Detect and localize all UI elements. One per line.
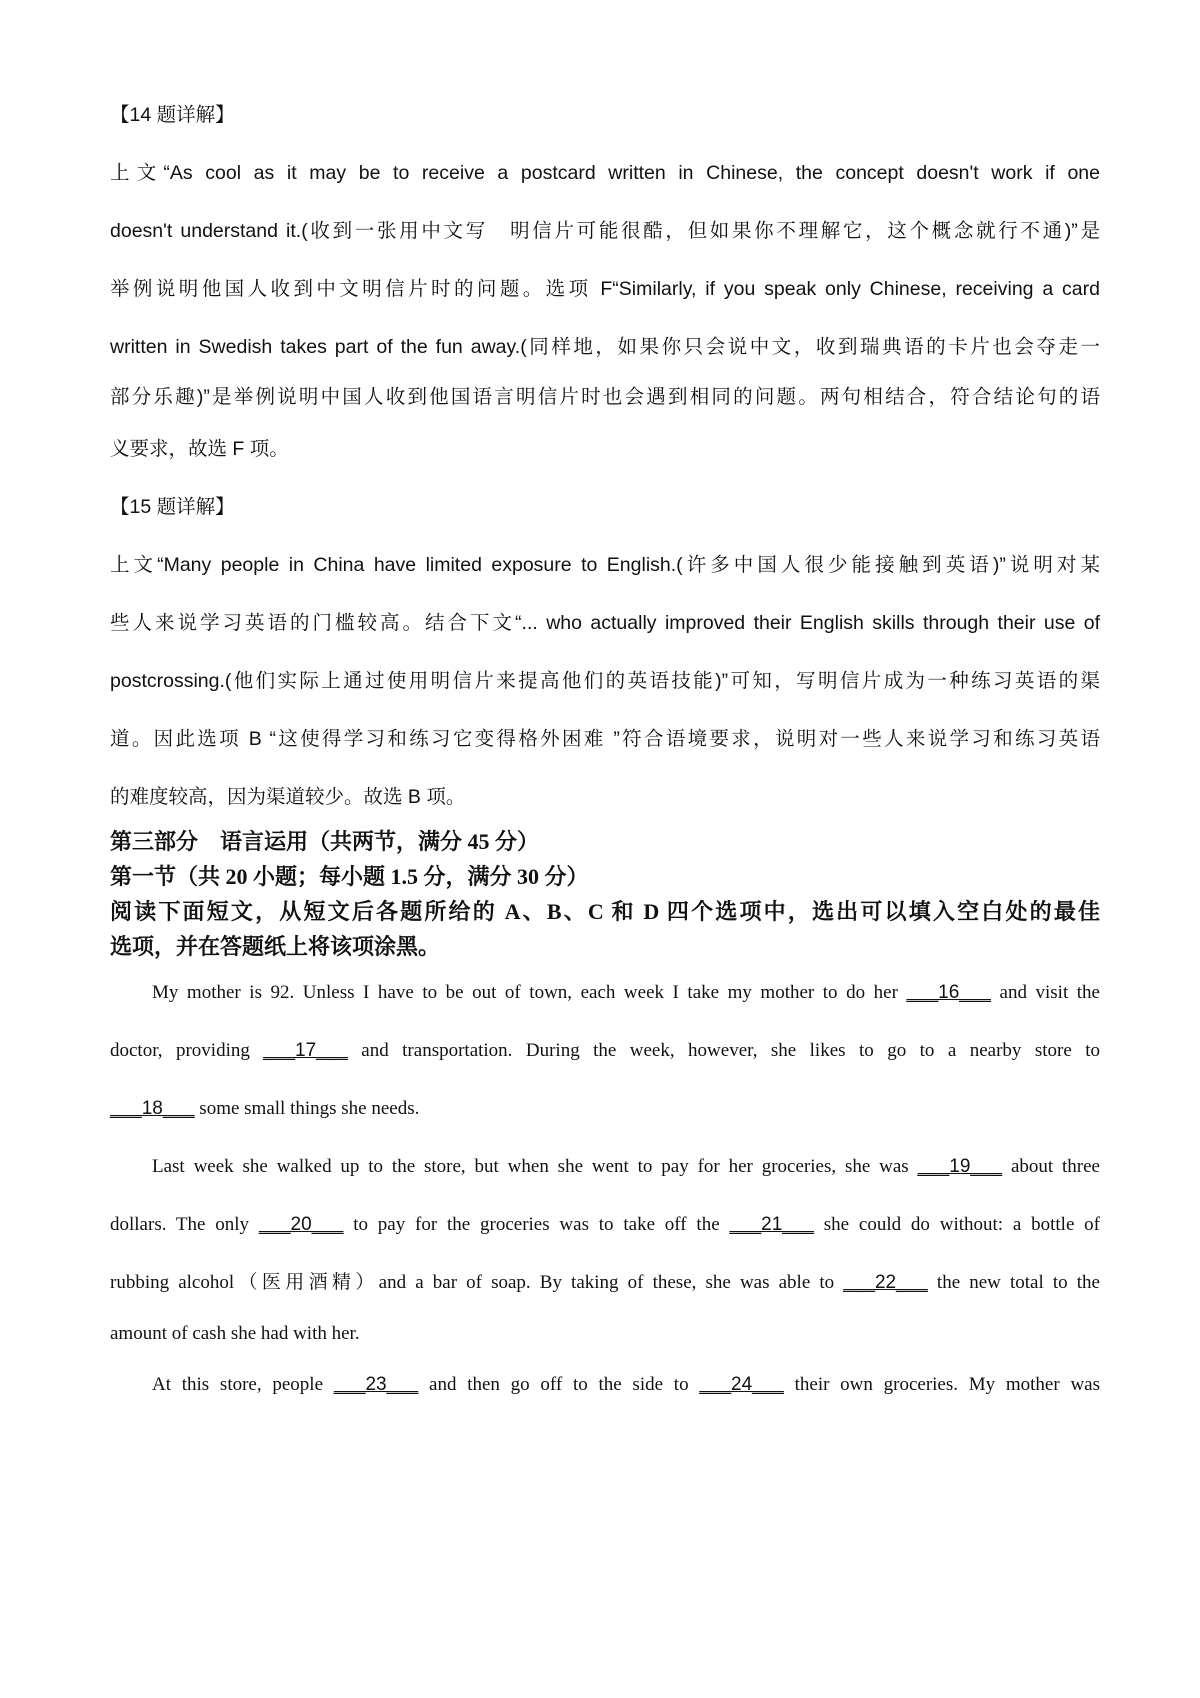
part3-instruction-2: 选项，并在答题纸上将该项涂黑。 [110,934,441,959]
passage-text: Last week she walked up to the store, but when she went to pay for her groceries, she was [152,1156,918,1177]
passage-text: their own groceries. My mother was [783,1374,1100,1395]
part3-section1: 第一节（共 20 小题；每小题 1.5 分，满分 30 分） [110,864,589,889]
passage-p1-line-3 [110,1097,1100,1121]
passage-text: she could do without: a bottle of [813,1214,1101,1235]
q14-heading: 【14 题详解】 [110,104,235,126]
blank-23: ___23___ [333,1374,419,1395]
part3-instruction-1: 阅读下面短文，从短文后各题所给的 A、B、C 和 D 四个选项中，选出可以填入空白处的最佳 [110,899,1100,924]
passage-text: dollars. The only [110,1214,259,1235]
passage-text: doctor, providing [110,1040,264,1061]
passage-text: and visit the [990,982,1100,1003]
blank-16: ___16___ [906,982,991,1003]
passage-p1-line-2 [110,1039,1100,1063]
q14-line-3: 举例说明他国人收到中文明信片时的问题。选项 F“Similarly, if you speak only Chinese, receiving a card [110,278,1100,300]
q14-line-6: 义要求，故选 F 项。 [110,438,289,460]
blank-17: ___17___ [263,1040,348,1061]
blank-24: ___24___ [699,1374,784,1395]
blank-22: ___22___ [843,1272,928,1293]
passage-text: My mother is 92. Unless I have to be out of town, each week I take my mother to do her [152,982,907,1003]
q14-line-4: written in Swedish takes part of the fun away.(同样地，如果你只会说中文，收到瑞典语的卡片也会夺走一 [110,336,1100,358]
passage-text: to pay for the groceries was to take off the [343,1214,730,1235]
passage-p2-line-4: amount of cash she had with her. [110,1323,360,1344]
q14-line-1: 上文“As cool as it may be to receive a postcard written in Chinese, the concept doesn't work if one [110,162,1100,184]
q14-line-2: doesn't understand it.(收到一张用中文写 明信片可能很酷，但如果你不理解它，这个概念就行不通)”是 [110,220,1100,242]
passage-text: some small things she needs. [194,1098,420,1119]
passage-text: and then go off to the side to [418,1374,700,1395]
q15-line-1: 上文“Many people in China have limited exposure to English.(许多中国人很少能接触到英语)”说明对某 [110,554,1100,576]
blank-21: ___21___ [729,1214,814,1235]
q15-line-4: 道。因此选项 B “这使得学习和练习它变得格外困难 ”符合语境要求，说明对一些人来说学习和练习英语 [110,728,1100,750]
passage-text: and transportation. During the week, however, she likes to go to a nearby store to [347,1040,1100,1061]
passage-text: rubbing alcohol（医用酒精）and a bar of soap. By taking of these, she was able to [110,1272,844,1293]
passage-text: the new total to the [927,1272,1100,1293]
passage-p2-line-1 [152,1155,1100,1179]
blank-20: ___20___ [258,1214,344,1235]
passage-p2-line-3 [110,1271,1100,1295]
q15-line-5: 的难度较高，因为渠道较少。故选 B 项。 [110,786,466,808]
blank-18: ___18___ [110,1098,195,1119]
blank-19: ___19___ [917,1156,1003,1177]
passage-p1-line-1 [152,981,1100,1005]
q15-heading: 【15 题详解】 [110,496,235,518]
q15-line-3: postcrossing.(他们实际上通过使用明信片来提高他们的英语技能)”可知，写明信片成为一种练习英语的渠 [110,670,1100,692]
passage-p3-line-1 [152,1373,1100,1397]
passage-text: At this store, people [152,1374,334,1395]
q14-line-5: 部分乐趣)”是举例说明中国人收到他国语言明信片时也会遇到相同的问题。两句相结合，符合结论句的语 [110,386,1100,408]
part3-title: 第三部分 语言运用（共两节，满分 45 分） [110,829,540,854]
passage-text: about three [1002,1156,1100,1177]
q15-line-2: 些人来说学习英语的门槛较高。结合下文“... who actually improved their English skills through their use of [110,612,1101,634]
passage-p2-line-2 [110,1213,1100,1237]
